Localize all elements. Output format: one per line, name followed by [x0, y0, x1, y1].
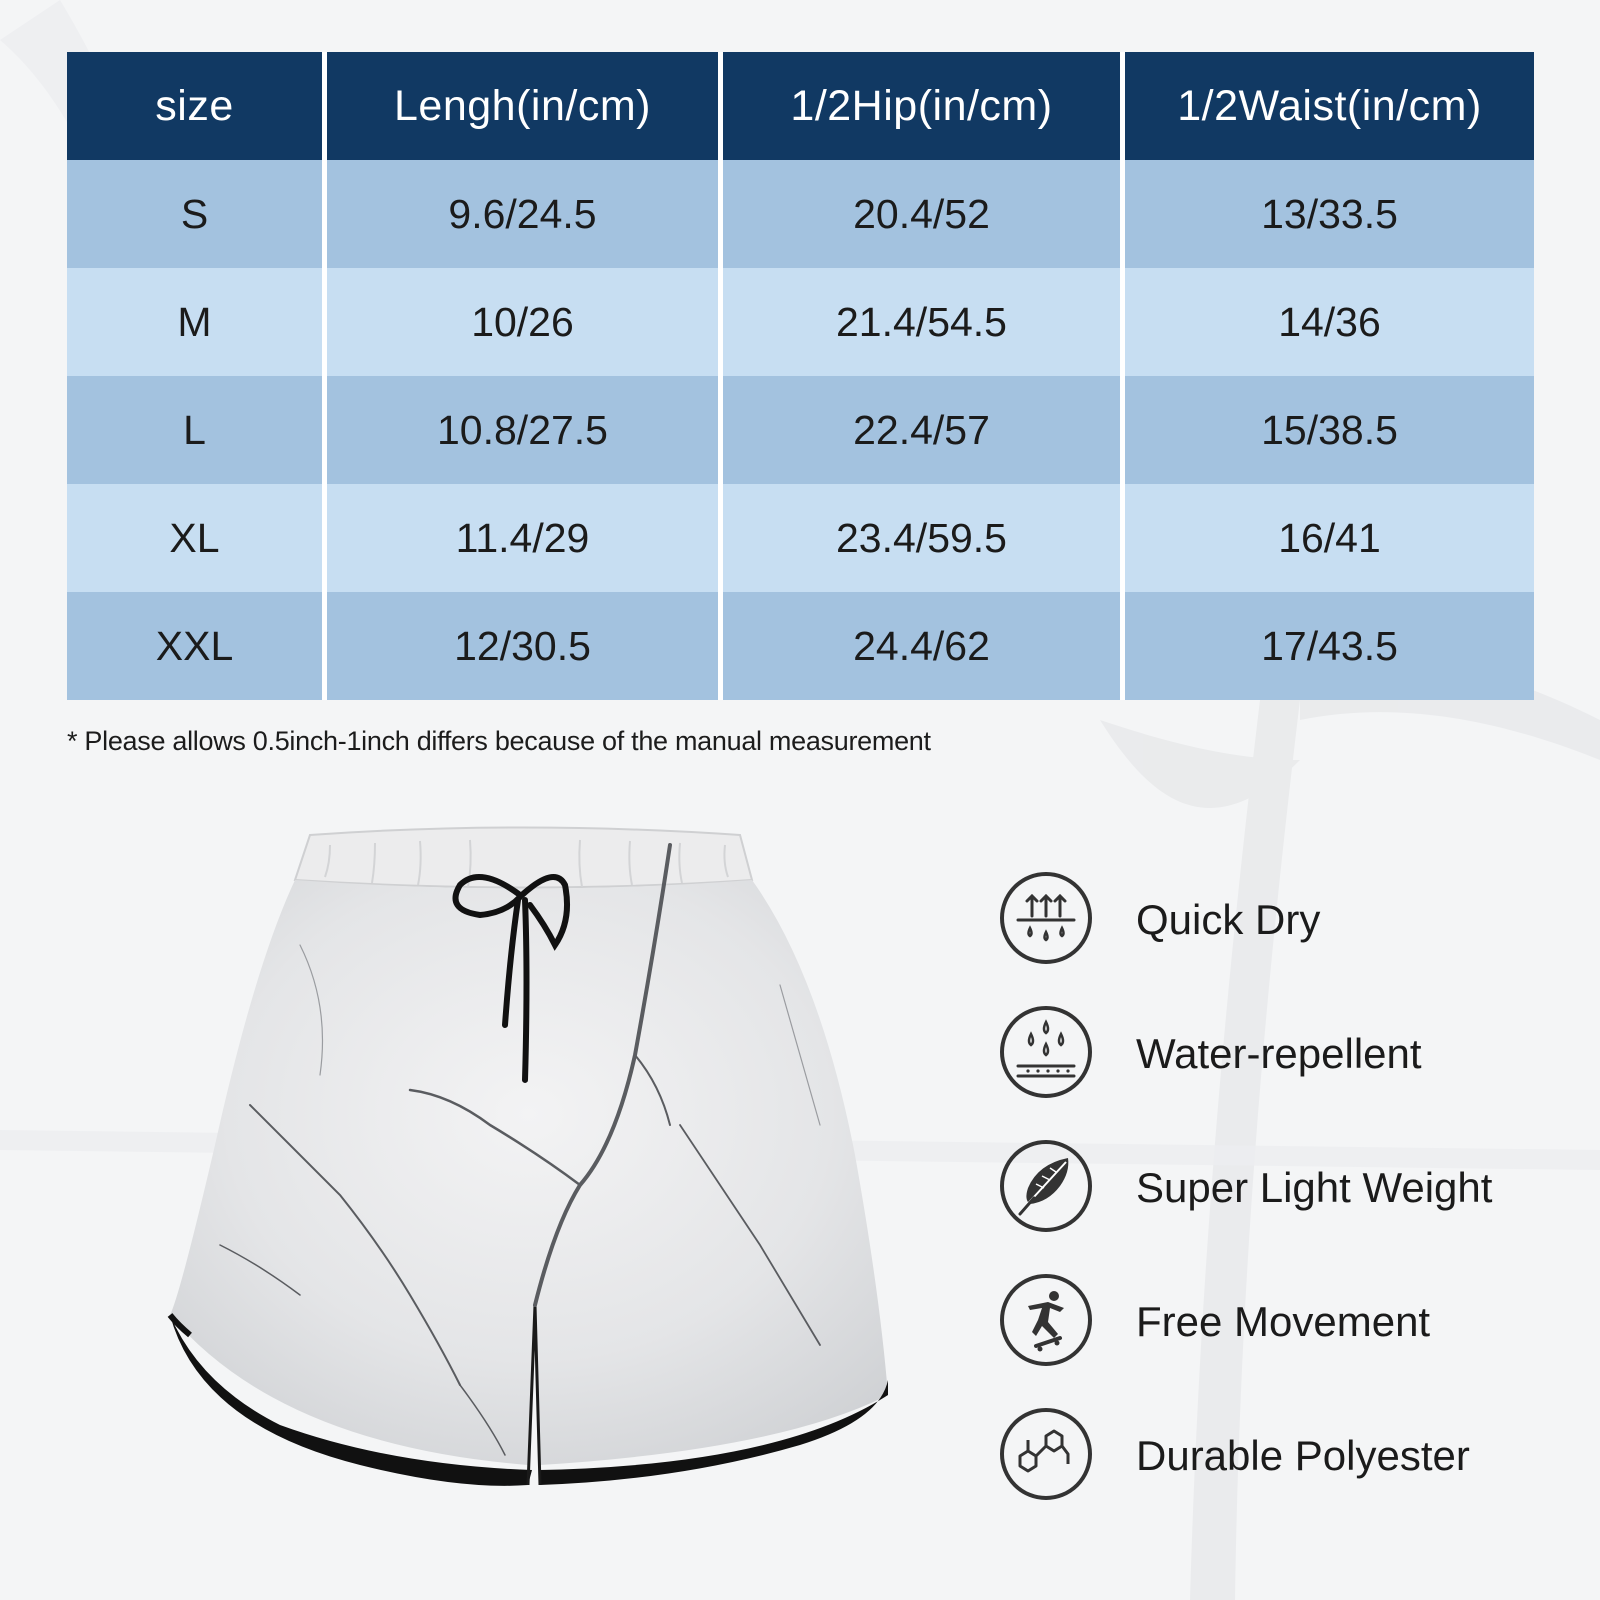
water-drops-icon: [998, 1004, 1094, 1100]
table-row: [67, 484, 1534, 592]
molecule-icon: [998, 1406, 1094, 1502]
length-cell: 12/30.5: [327, 592, 723, 700]
length-cell: 9.6/24.5: [327, 160, 723, 268]
size-cell: XXL: [67, 592, 327, 700]
feature-label: Durable Polyester: [1136, 1432, 1470, 1479]
table-row: [67, 376, 1534, 484]
feature-free-movement: [998, 1272, 1578, 1372]
length-cell: 11.4/29: [327, 484, 723, 592]
feature-durable-polyester: [998, 1406, 1578, 1506]
table-row: [67, 160, 1534, 268]
header-hip: 1/2Hip(in/cm): [723, 52, 1125, 160]
header-size: size: [67, 52, 327, 160]
hip-cell: 20.4/52: [723, 160, 1125, 268]
waist-cell: 13/33.5: [1125, 160, 1534, 268]
length-cell: 10/26: [327, 268, 723, 376]
feather-icon: [998, 1138, 1094, 1234]
size-cell: XL: [67, 484, 327, 592]
size-cell: L: [67, 376, 327, 484]
header-length: Lengh(in/cm): [327, 52, 723, 160]
hip-cell: 23.4/59.5: [723, 484, 1125, 592]
length-cell: 10.8/27.5: [327, 376, 723, 484]
hip-cell: 21.4/54.5: [723, 268, 1125, 376]
waist-cell: 16/41: [1125, 484, 1534, 592]
size-cell: S: [67, 160, 327, 268]
quick-dry-icon: [998, 870, 1094, 966]
feature-super-light-weight: [998, 1138, 1578, 1238]
size-chart-table: [67, 52, 1534, 700]
waist-cell: 14/36: [1125, 268, 1534, 376]
table-row: [67, 592, 1534, 700]
skater-icon: [998, 1272, 1094, 1368]
feature-label: Quick Dry: [1136, 896, 1321, 943]
feature-quick-dry: [998, 870, 1578, 970]
size-chart-header-row: [67, 52, 1534, 160]
hip-cell: 24.4/62: [723, 592, 1125, 700]
table-row: [67, 268, 1534, 376]
feature-label: Water-repellent: [1136, 1030, 1422, 1077]
marble-shorts-image: [160, 825, 910, 1525]
hip-cell: 22.4/57: [723, 376, 1125, 484]
feature-label: Super Light Weight: [1136, 1164, 1493, 1211]
feature-water-repellent: [998, 1004, 1578, 1104]
measurement-note: * Please allows 0.5inch-1inch differs because of the manual measurement: [67, 726, 931, 756]
size-cell: M: [67, 268, 327, 376]
waist-cell: 17/43.5: [1125, 592, 1534, 700]
header-waist: 1/2Waist(in/cm): [1125, 52, 1534, 160]
feature-label: Free Movement: [1136, 1298, 1431, 1345]
waist-cell: 15/38.5: [1125, 376, 1534, 484]
